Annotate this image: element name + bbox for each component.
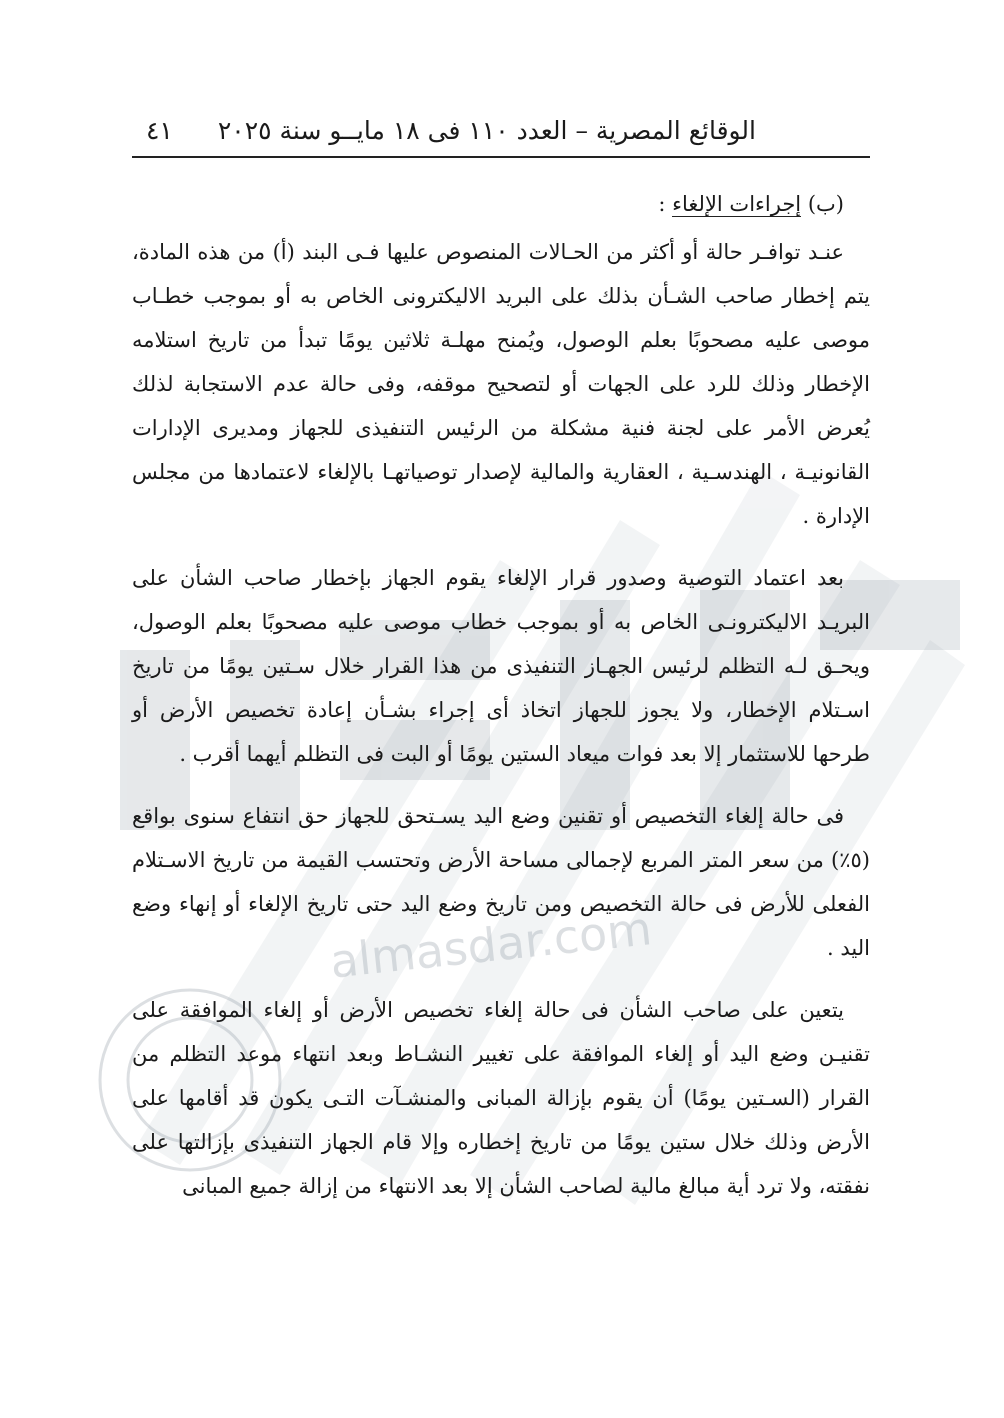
paragraph: بعد اعتماد التوصية وصدور قرار الإلغاء يقوم الجهاز بإخطار صاحب الشأن على البريـد الاليكترونـى الخاص به أو بموجب خطاب موصى عليه مصحوبًا بعلم الوصول، ويحـق لـه التظلم لرئيس الجهـاز التنفيذى من هذا القرار خلال سـتين يومًا من تاريخ اسـتلام الإخطار، ولا يجوز للجهاز اتخاذ أى إجراء بشـأن إعادة تخصيص الأرض أو طرحها للاستثمار إلا بعد فوات ميعاد الستين يومًا أو البت فى التظلم أيهما أقرب .	[132, 566, 870, 766]
paragraph: يتعين على صاحب الشأن فى حالة إلغاء تخصيص الأرض أو إلغاء الموافقة على تقنيـن وضع اليد أو إلغاء الموافقة على تغيير النشـاط وبعد انتهاء موعد التظلم من القرار (السـتين يومًا) أن يقوم بإزالة المبانى والمنشـآت التـى يكون قد أقامها على الأرض وذلك خلال ستين يومًا من تاريخ إخطاره وإلا قام الجهاز التنفيذى بإزالتها على نفقته، ولا ترد أية مبالغ مالية لصاحب الشأن إلا بعد الانتهاء من إزالة جميع المبانى	[132, 998, 870, 1198]
header-title: الوقائع المصرية – العدد ١١٠ فى ١٨ مايــو سنة ٢٠٢٥	[217, 116, 756, 145]
paragraph: عنـد توافـر حالة أو أكثر من الحـالات المنصوص عليها فـى البند (أ) من هذه المادة، يتم إخطار صاحب الشـأن بذلك على البريد الاليكترونى الخاص به أو بموجب خطـاب موصى عليه مصحوبًا بعلم الوصول، ويُمنح مهلـة ثلاثين يومًا تبدأ من تاريخ استلامه الإخطار وذلك للرد على الجهات أو لتصحيح موقفه، وفى حالة عدم الاستجابة لذلك يُعرض الأمر على لجنة فنية مشكلة من الرئيس التنفيذى للجهاز ومديرى الإدارات القانونيـة ، الهندسـية ، العقارية والمالية لإصدار توصياتهـا بالإلغاء لاعتمادها من مجلس الإدارة .	[132, 240, 870, 528]
section-prefix: (ب)	[807, 192, 844, 216]
document-body	[132, 182, 870, 1208]
section-suffix: :	[658, 192, 666, 216]
paragraph: فى حالة إلغاء التخصيص أو تقنين وضع اليد يسـتحق للجهاز حق انتفاع سنوى بواقع (٥٪) من سعر المتر المربع لإجمالى مساحة الأرض وتحتسب القيمة من تاريخ الاسـتلام الفعلى للأرض فى حالة التخصيص ومن تاريخ وضع اليد حتى تاريخ الإلغاء أو إنهاء وضع اليد .	[132, 804, 870, 960]
page-header	[132, 112, 870, 158]
section-heading	[132, 182, 844, 226]
section-title: إجراءات الإلغاء	[672, 192, 802, 216]
watermark-url: almasdar.com	[327, 901, 655, 989]
page-number: ٤١	[146, 116, 173, 145]
